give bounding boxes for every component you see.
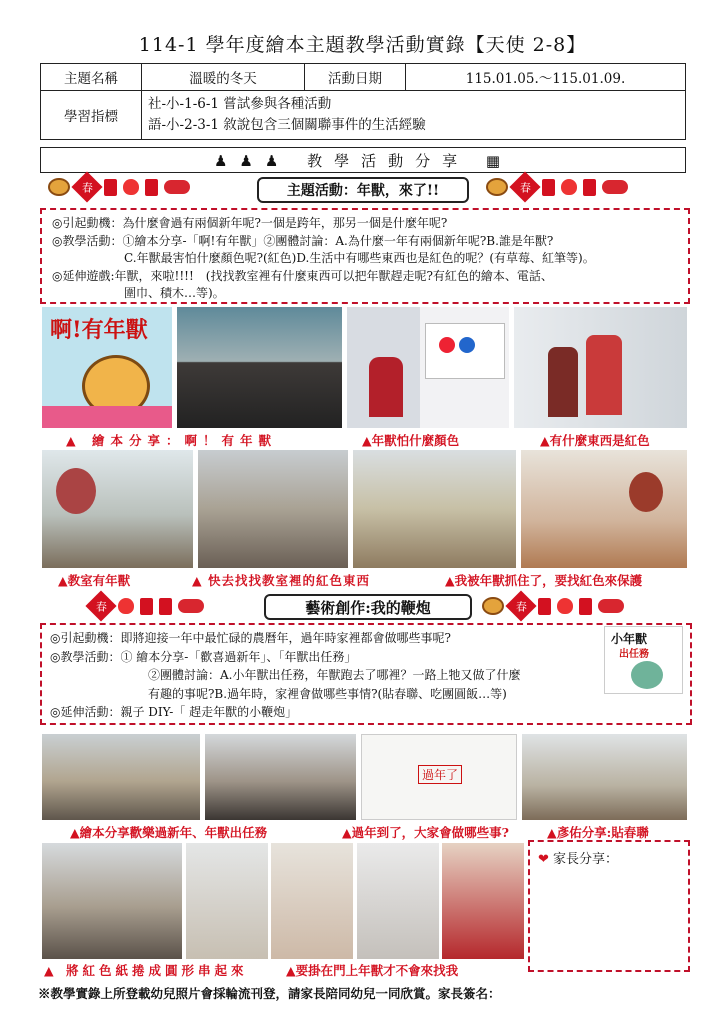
indicators-label: 學習指標 (41, 91, 142, 140)
footer-note: ※教學實錄上所登載幼兒照片會採輪流刊登，請家長陪同幼兒一同欣賞。家長簽名： (38, 986, 501, 1001)
caption: ▲彥佑分享:貼春聯 (547, 825, 649, 840)
lucky-bag-icon (123, 179, 139, 195)
caption: ▲ 快去找找教室裡的紅色東西 (192, 573, 370, 588)
caption: ▲要掛在門上年獸才不會來找我 (286, 963, 459, 978)
book-title-line-1: 小年獸 (611, 632, 648, 646)
chalkboard-icon: ▦ (485, 152, 513, 170)
whiteboard-text: 過年了 (418, 765, 462, 784)
red-envelope-icon (159, 598, 172, 615)
date-value: 115.01.05.～115.01.09. (406, 64, 686, 91)
lion-dance-icon (164, 180, 190, 194)
photo-projector-colors (347, 307, 509, 428)
book-cover-title: 啊!有年獸 (50, 317, 148, 343)
book-cover-little-nian (604, 626, 683, 694)
text-line: 有趣的事呢?B.過年時，家裡會做哪些事情?(貼春聯、吃團圓飯…等) (148, 686, 507, 701)
left-decor (48, 176, 190, 198)
text-line: 圍巾、積木…等)。 (124, 286, 225, 300)
text-line: ②團體討論：A.小年獸出任務，年獸跑去了哪裡？一路上牠又做了什麼 (148, 668, 521, 682)
red-envelope-icon (104, 179, 117, 196)
book-title-line-2: 出任務 (619, 649, 649, 660)
photo-spring-couplet (522, 734, 687, 820)
photo-child-firecracker-1 (186, 843, 268, 959)
section1-banner: 主題活動：年獸，來了!! (257, 177, 469, 203)
page-title: 114-1 學年度繪本主題教學活動實錄【天使 2-8】 (138, 34, 587, 56)
info-table (40, 63, 686, 140)
text-line: ◎教學活動：①繪本分享-「啊!有年獸」②團體討論：A.為什麼一年有兩個新年呢?B.誰是年獸? (52, 233, 554, 248)
section2-description (40, 623, 692, 725)
photo-rolling-paper (42, 843, 182, 959)
lion-dance-icon (178, 599, 204, 613)
share-bar (40, 147, 686, 173)
theme-value: 溫暖的冬天 (142, 64, 305, 91)
indicator-item: 語-小-2-3-1 敘說包含三個關聯事件的生活經驗 (148, 117, 426, 133)
right-decor (486, 176, 628, 198)
photo-storytime (177, 307, 342, 428)
lion-icon (486, 178, 508, 196)
caption: ▲我被年獸抓住了，要找紅色來保護 (445, 573, 643, 588)
people-icon: ♟♟♟ (213, 152, 291, 170)
book-cover-photo (42, 307, 172, 428)
photo-caught-by-nian (521, 450, 687, 568)
red-envelope-icon (538, 598, 551, 615)
parent-share-label: 家長分享： (553, 852, 619, 867)
text-line: ◎教學活動：① 繪本分享-「歡喜過新年」、「年獸出任務」 (50, 649, 357, 664)
photo-teacher-reading (205, 734, 356, 820)
lucky-bag-icon (118, 598, 134, 614)
red-envelope-icon (583, 179, 596, 196)
spring-diamond-icon: 春 (505, 590, 536, 621)
section2-banner: 藝術創作:我的鞭炮 (264, 594, 472, 620)
spring-diamond-icon: 春 (85, 590, 116, 621)
text-line: C.年獸最害怕什麼顏色呢?(紅色)D.生活中有哪些東西也是紅色的呢？(有草莓、紅筆等)。 (124, 251, 595, 265)
heart-icon: ❤ (538, 852, 549, 867)
lucky-bag-icon (557, 598, 573, 614)
date-label: 活動日期 (305, 64, 406, 91)
lion-dance-icon (598, 599, 624, 613)
indicator-item: 社-小-1-6-1 嘗試參與各種活動 (148, 96, 332, 112)
lucky-bag-icon (561, 179, 577, 195)
lion-icon (482, 597, 504, 615)
right-decor (482, 595, 624, 617)
share-bar-label: 教學活動分享 (307, 152, 470, 170)
photo-searching-red (198, 450, 348, 568)
red-envelope-icon (579, 598, 592, 615)
lion-dance-icon (602, 180, 628, 194)
photo-child-firecracker-2 (271, 843, 353, 959)
lion-icon (48, 178, 70, 196)
photo-child-firecracker-4 (442, 843, 524, 959)
red-envelope-icon (542, 179, 555, 196)
section1-description (40, 208, 690, 304)
photo-child-firecracker-3 (357, 843, 439, 959)
photo-book-sharing (42, 734, 200, 820)
text-line: ◎引起動機：即將迎接一年中最忙碌的農曆年，過年時家裡都會做哪些事呢? (50, 631, 451, 645)
caption: ▲有什麼東西是紅色 (540, 433, 650, 448)
caption: ▲ 繪本分享：啊！有年獸 (66, 433, 277, 448)
caption: ▲年獸怕什麼顏色 (362, 433, 460, 448)
caption: ▲過年到了，大家會做哪些事? (342, 825, 509, 840)
caption: ▲ 將紅色紙捲成圓形串起來 (44, 963, 248, 978)
photo-whiteboard (361, 734, 517, 820)
photo-classroom-monster (42, 450, 193, 568)
red-envelope-icon (145, 179, 158, 196)
red-envelope-icon (140, 598, 153, 615)
left-decor (90, 595, 204, 617)
parent-share-box (528, 840, 690, 972)
caption: ▲繪本分享歡樂過新年、年獸出任務 (70, 825, 268, 840)
theme-label: 主題名稱 (41, 64, 142, 91)
photo-kids-floor (353, 450, 516, 568)
caption: ▲教室有年獸 (58, 573, 131, 588)
text-line: ◎延伸活動：親子 DIY-「 趕走年獸的小鞭炮」 (50, 705, 298, 719)
photo-red-objects (514, 307, 687, 428)
text-line: ◎延伸遊戲:年獸，來啦!!!! (找找教室裡有什麼東西可以把年獸趕走呢?有紅色的繪本、電話、 (52, 268, 553, 283)
spring-diamond-icon: 春 (509, 171, 540, 202)
spring-diamond-icon: 春 (71, 171, 102, 202)
text-line: ◎引起動機：為什麼會過有兩個新年呢?一個是跨年，那另一個是什麼年呢? (52, 216, 448, 230)
